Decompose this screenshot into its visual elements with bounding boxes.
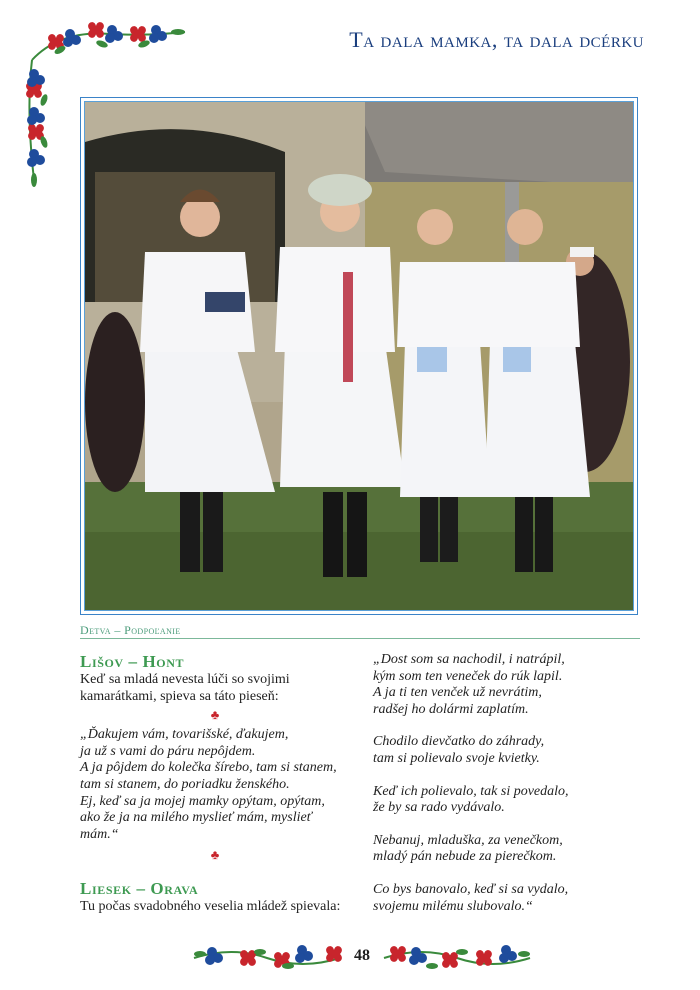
song-stanza: [373, 652, 638, 718]
photo-caption: Detva – Podpoľanie: [80, 623, 181, 637]
song-stanza: [373, 784, 638, 817]
verse-line: „Ďakujem vám, tovarišské, ďakujem,: [80, 727, 289, 743]
page-header-title: Ta dala mamka, ta dala dcérku: [349, 27, 644, 52]
footer-floral-ornament-left: [192, 940, 342, 972]
left-text-column: [80, 652, 350, 916]
page-number: 48: [354, 947, 370, 964]
club-separator-icon: ♣: [210, 707, 220, 723]
section-intro-lisov: Keď sa mladá nevesta lúči so svojimi kamarátkami, spieva sa táto pieseň:: [80, 672, 290, 704]
footer-floral-ornament-right: [382, 940, 532, 972]
verse-line: Ej, keď sa ja mojej mamky opýtam, opýtam,: [80, 793, 325, 809]
song-stanza: [373, 833, 638, 866]
verse-line: „Dost som sa nachodil, i natrápil,: [373, 652, 565, 667]
section-heading-lisov: Lišov – Hont: [80, 652, 185, 671]
verse-line: ja už s vami do páru nepôjdem.: [80, 743, 256, 759]
folk-costume-photo: [84, 101, 634, 611]
club-separator-icon: ♣: [210, 847, 220, 863]
verse-line: Co bys banovalo, keď si sa vydalo,: [373, 881, 569, 897]
verse-line: mladý pán nebude za pierečkom.: [373, 849, 557, 865]
verse-line: tam si stanem, do poriadku ženského.: [80, 776, 290, 792]
verse-line: svojemu milému slubovalo.“: [373, 898, 533, 914]
verse-line: Nebanuj, mladuška, za venečkom,: [373, 832, 563, 848]
verse-line: že by sa rado vydávalo.: [373, 800, 505, 816]
verse-line: A ja ti ten venček už nevrátim,: [373, 685, 542, 701]
photo-frame: [80, 97, 638, 615]
verse-line: tam si polievalo svoje kvietky.: [373, 750, 540, 766]
caption-divider: [80, 638, 640, 639]
section-heading-liesek: Liesek – Orava: [80, 879, 199, 899]
verse-line: radšej ho dolármi zaplatím.: [373, 701, 529, 717]
verse-line: A ja pôjdem do kolečka šírebo, tam si stanem,: [80, 760, 337, 776]
verse-line: Keď ich polievalo, tak si povedalo,: [373, 783, 569, 799]
song-stanza: [373, 734, 638, 767]
song-stanza: [373, 882, 638, 915]
verse-line: kým som ten veneček do rúk lapil.: [373, 668, 563, 684]
verse-line: Chodilo dievčatko do záhrady,: [373, 734, 545, 750]
verse-line: ako že ja na milého myslieť mám, myslieť mám.“: [80, 810, 312, 842]
right-text-column: [373, 652, 638, 915]
section-intro-liesek: Tu počas svadobného veselia mládež spievala:: [80, 899, 341, 915]
song-verse-lisov: [80, 727, 350, 843]
